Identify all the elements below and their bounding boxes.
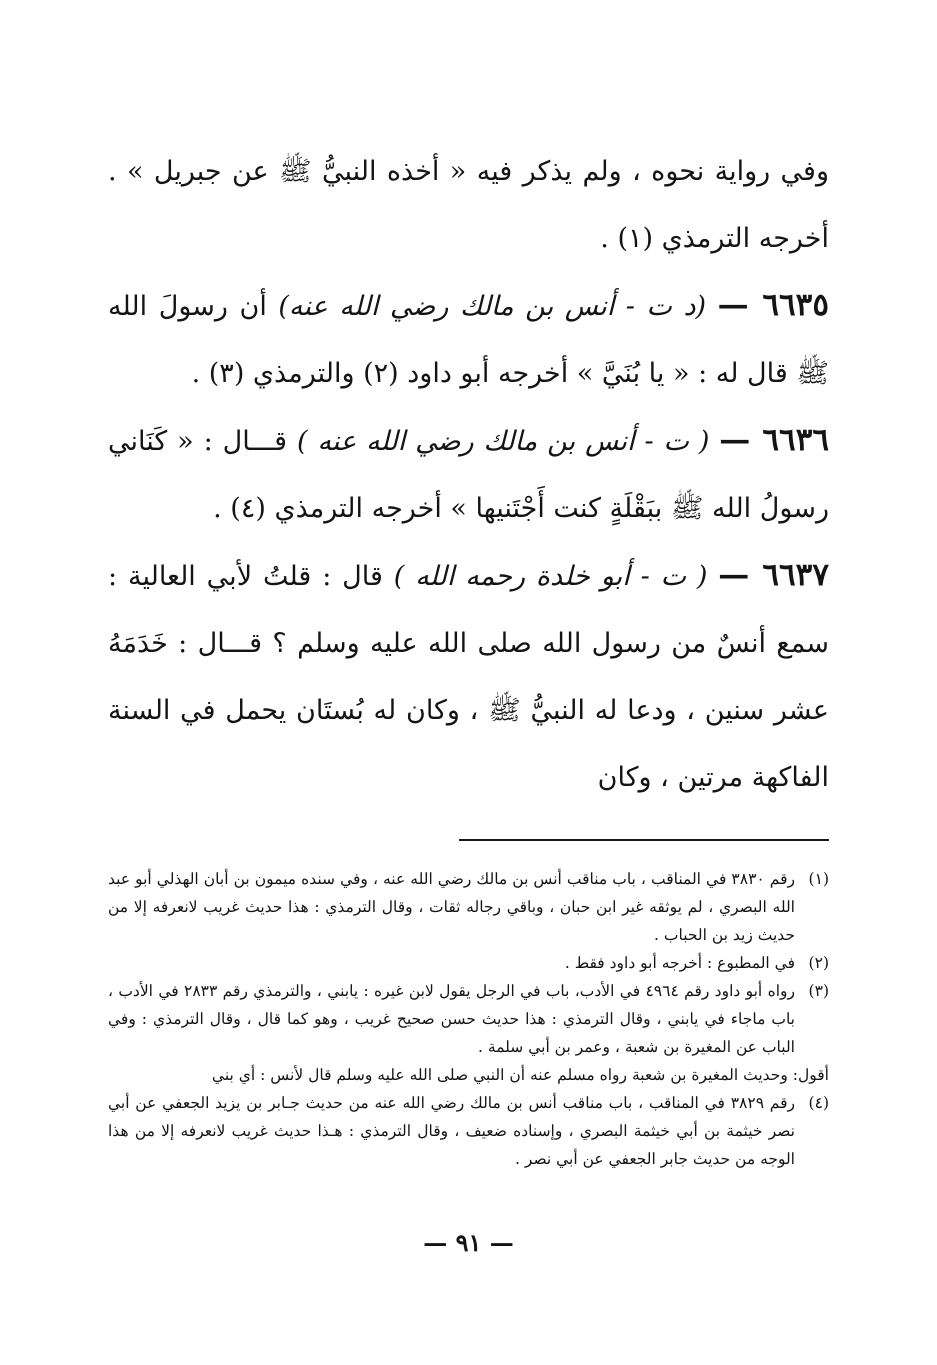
footnote-divider [459,839,829,841]
footnote-label: (٤) [808,1094,829,1112]
hadith-source: (د ت - أنس بن مالك رضي الله عنه) [278,291,707,322]
footnote-label: (٣) [808,982,829,1000]
hadith-source: ( ت - أبو خلدة رحمه الله ) [393,561,708,592]
hadith-number: ٦٦٣٧ — [718,557,829,593]
footnote-text: رواه أبو داود رقم ٤٩٦٤ في الأدب، باب في الرجل يقول لابن غيره : يابني ، والترمذي رقم ٢٨٣٣ في الأدب ، باب ماجاء في يابني ، وقال الترمذي : هذا حديث حسن صحيح غريب ، وهو كما قال ، وقال الترمذي : وفي الباب عن المغيرة بن شعبة ، وعمر بن أبي سلمة . [108,982,795,1056]
page-number: — ٩١ — [423,1228,514,1257]
footnote-1 [108,865,829,949]
hadith-6635 [108,272,829,407]
hadith-text: قال : قلتُ لأبي العالية : سمع أنسٌ من رسول الله صلى الله عليه وسلم ؟ قـــال : خَدَمَهُ عشر سنين ، ودعا له النبيُّ ﷺ ، وكان له بُستَان يحمل في السنة الفاكهة مرتين ، وكان [108,561,829,793]
hadith-text: قـــال : « كَنَاني رسولُ الله ﷺ ببَقْلَةٍ كنت أَجْتَنيها » أخرجه الترمذي (٤) . [108,426,829,524]
footnote-text: رقم ٣٨٢٩ في المناقب ، باب مناقب أنس بن مالك رضي الله عنه من حديث جـابر بن يزيد الجعفي عن أبي نصر خيثمة بن أبي خيثمة البصري ، وإسناده ضعيف ، وقال الترمذي : هـذا حديث غريب لانعرفه إلا من هذا الوجه من حديث جابر الجعفي عن أبي نصر . [108,1094,796,1168]
footnote-text: رقم ٣٨٣٠ في المناقب ، باب مناقب أنس بن مالك رضي الله عنه ، وفي سنده ميمون بن أبان الهذلي أبو عبد الله البصري ، لم يوثقه غير ابن حبان ، وباقي رجاله ثقات ، وقال الترمذي : هذا حديث غريب لانعرفه إلا من حديث زيد بن الحباب . [108,870,795,944]
intro-paragraph: وفي رواية نحوه ، ولم يذكر فيه « أخذه النبيُّ ﷺ عن جبريل » . أخرجه الترمذي (١) . [108,156,829,254]
footnote-text: في المطبوع : أخرجه أبو داود فقط . [564,954,795,972]
footnotes [108,865,829,1173]
hadith-number: ٦٦٣٦ — [719,422,830,458]
footnote-label: (١) [808,870,829,888]
hadith-source: ( ت - أنس بن مالك رضي الله عنه ) [297,426,710,457]
footnote-4 [108,1089,829,1173]
footnote-3-addendum [108,1061,829,1089]
footnote-3 [108,977,829,1061]
hadith-text: أن رسولَ الله ﷺ قال له : « يا بُنَيَّ » أخرجه أبو داود (٢) والترمذي (٣) . [108,291,829,389]
hadith-6637 [108,542,829,811]
hadith-6636 [108,407,829,542]
footnote-2 [108,949,829,977]
hadith-number: ٦٦٣٥ — [717,287,829,323]
main-text [108,138,829,811]
footnote-label: (٢) [808,954,829,972]
footnote-text: أقول: وحديث المغيرة بن شعبة رواه مسلم عنه أن النبي صلى الله عليه وسلم قال لأنس : أي بني [211,1066,829,1084]
